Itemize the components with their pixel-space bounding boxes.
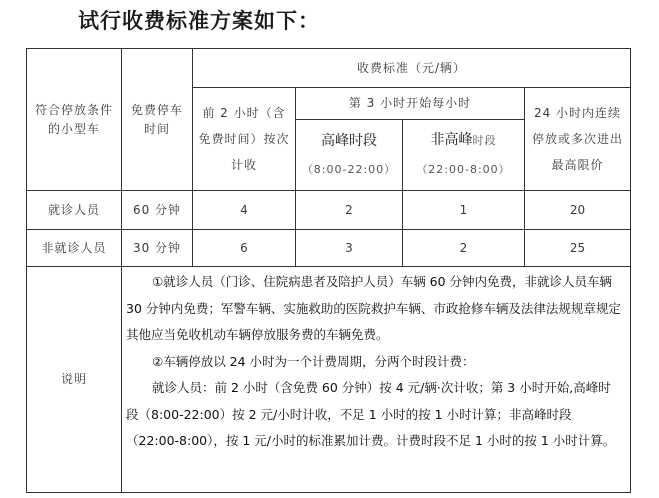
offpeak-rate-cell: 2 — [403, 230, 525, 267]
fee-standard-header: 收费标准（元/辆） — [193, 49, 631, 88]
free-time-header: 免费停车时间 — [122, 49, 193, 191]
fee-standard-table — [26, 48, 631, 493]
free-time-cell: 60 分钟 — [122, 191, 193, 230]
row-label: 就诊人员 — [27, 191, 122, 230]
row-label: 非就诊人员 — [27, 230, 122, 267]
peak-time-range: （8:00-22:00） — [301, 162, 397, 176]
note-paragraph: ①就诊人员（门诊、住院病患者及陪护人员）车辆 60 分钟内免费，非就诊人员车辆 30 分钟内免费；军警车辆、实施救助的医院救护车辆、市政抢修车辆及法律法规规章规定其他应当免收机动车辆停放服务费的车辆免费。 — [126, 274, 621, 342]
offpeak-time-range: （22:00-8:00） — [416, 163, 511, 176]
vehicle-type-header: 符合停放条件的小型车 — [27, 49, 122, 191]
offpeak-period-header — [403, 120, 525, 191]
table-row — [27, 230, 631, 267]
page-title: 试行收费标准方案如下： — [78, 9, 320, 33]
from-third-hour-header: 第 3 小时开始每小时 — [296, 88, 525, 120]
notes-row — [27, 267, 631, 493]
note-paragraph: ②车辆停放以 24 小时为一个计费周期，分两个时段计费： — [152, 353, 475, 369]
daily-cap-cell: 25 — [525, 230, 631, 267]
offpeak-label: 非高峰 — [430, 132, 473, 148]
daily-cap-cell: 20 — [525, 191, 631, 230]
peak-label: 高峰时段 — [321, 132, 377, 149]
table-header-row — [27, 49, 631, 88]
note-paragraph: 就诊人员：前 2 小时（含免费 60 分钟）按 4 元/辆·次计收；第 3 小时开始,高峰时段（8:00-22:00）按 2 元/小时计收，不足 1 小时的按 1 小时计算；非高峰时段（22:00-8:00），按 1 元/小时的标准累加计费。计费时段不足 1 小时的按 1 小时计算。 — [126, 380, 616, 448]
peak-rate-cell: 2 — [296, 191, 403, 230]
free-time-cell: 30 分钟 — [122, 230, 193, 267]
table-row — [27, 191, 631, 230]
notes-label: 说明 — [27, 267, 122, 493]
notes-cell — [122, 267, 631, 493]
offpeak-label-suffix: 时段 — [472, 134, 497, 147]
first-two-hours-cell: 6 — [193, 230, 296, 267]
peak-period-header — [296, 120, 403, 191]
offpeak-rate-cell: 1 — [403, 191, 525, 230]
peak-rate-cell: 3 — [296, 230, 403, 267]
first-two-hours-header: 前 2 小时（含免费时间）按次计收 — [193, 88, 296, 191]
daily-cap-header: 24 小时内连续停放或多次进出最高限价 — [525, 88, 631, 191]
first-two-hours-cell: 4 — [193, 191, 296, 230]
